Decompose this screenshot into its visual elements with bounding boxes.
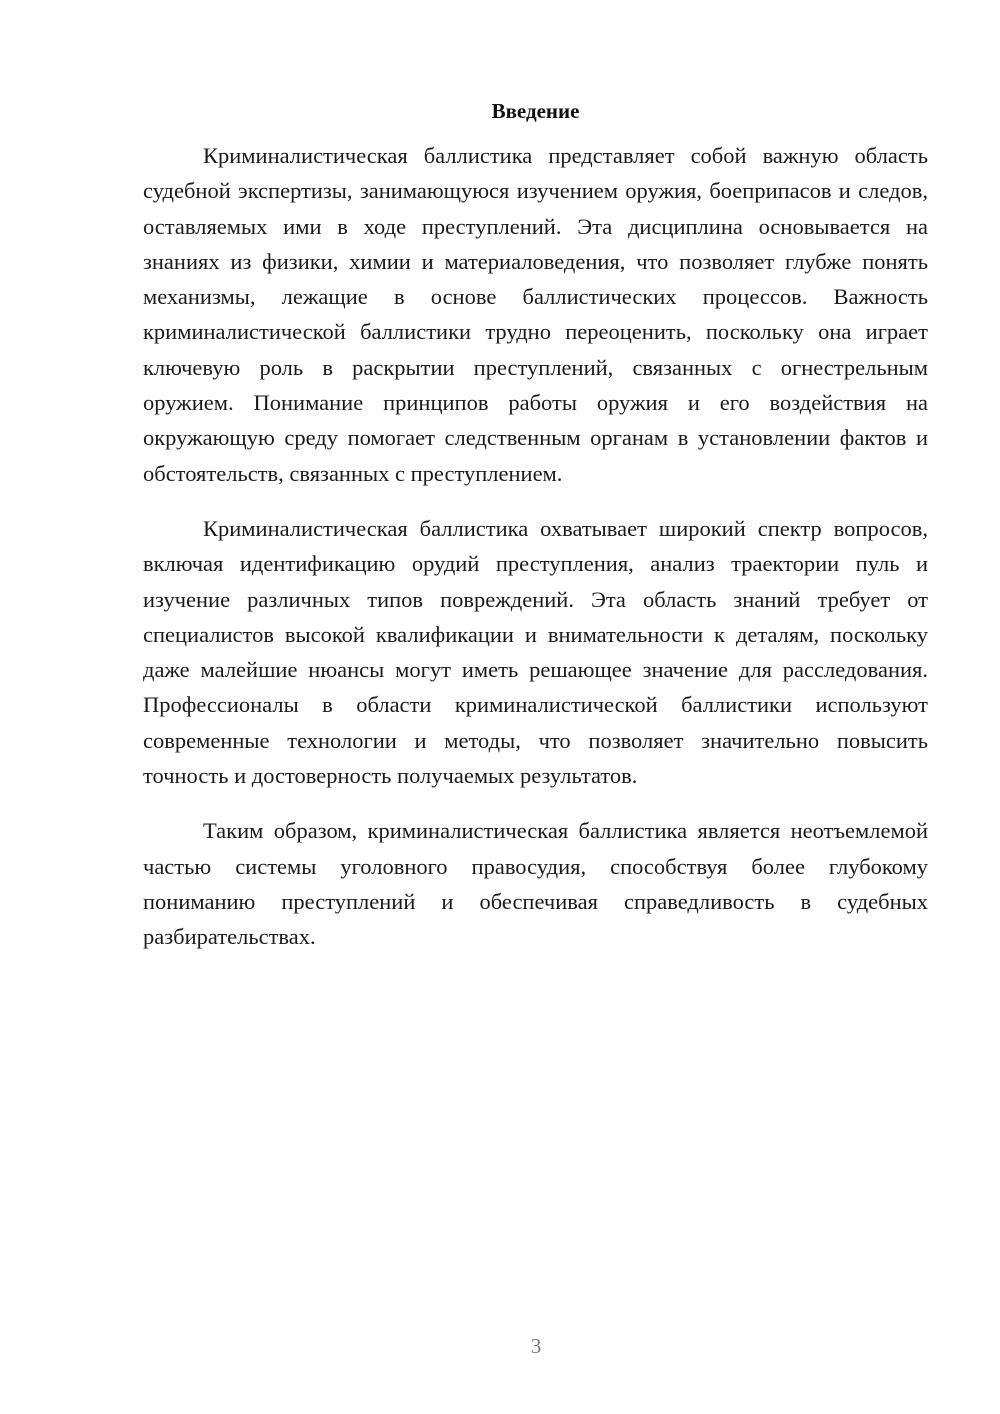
section-title: Введение — [491, 99, 580, 123]
paragraph-3: Таким образом, криминалистическая баллистика является неотъемлемой частью системы уголовного правосудия, способствуя более глубокому пониманию преступлений и обеспечивая справедливость в судебных разбирательствах. — [143, 818, 928, 950]
page-number: 3 — [530, 1334, 542, 1358]
document-body — [143, 96, 928, 975]
paragraph-1: Криминалистическая баллистика представляет собой важную область судебной экспертизы, занимающуюся изучением оружия, боеприпасов и следов, оставляемых ими в ходе преступлений. Эта дисциплина основывается на знаниях из физики, химии и материаловедения, что позволяет глубже понять механизмы, лежащие в основе баллистических процессов. Важность криминалистической баллистики трудно переоценить, поскольку она играет ключевую роль в раскрытии преступлений, связанных с огнестрельным оружием. Понимание принципов работы оружия и его воздействия на окружающую среду помогает следственным органам в установлении фактов и обстоятельств, связанных с преступлением. — [143, 143, 928, 486]
paragraph-2: Криминалистическая баллистика охватывает широкий спектр вопросов, включая идентификацию орудий преступления, анализ траектории пуль и изучение различных типов повреждений. Эта область знаний требует от специалистов высокой квалификации и внимательности к деталям, поскольку даже малейшие нюансы могут иметь решающее значение для расследования. Профессионалы в области криминалистической баллистики используют современные технологии и методы, что позволяет значительно повысить точность и достоверность получаемых результатов. — [143, 515, 928, 789]
